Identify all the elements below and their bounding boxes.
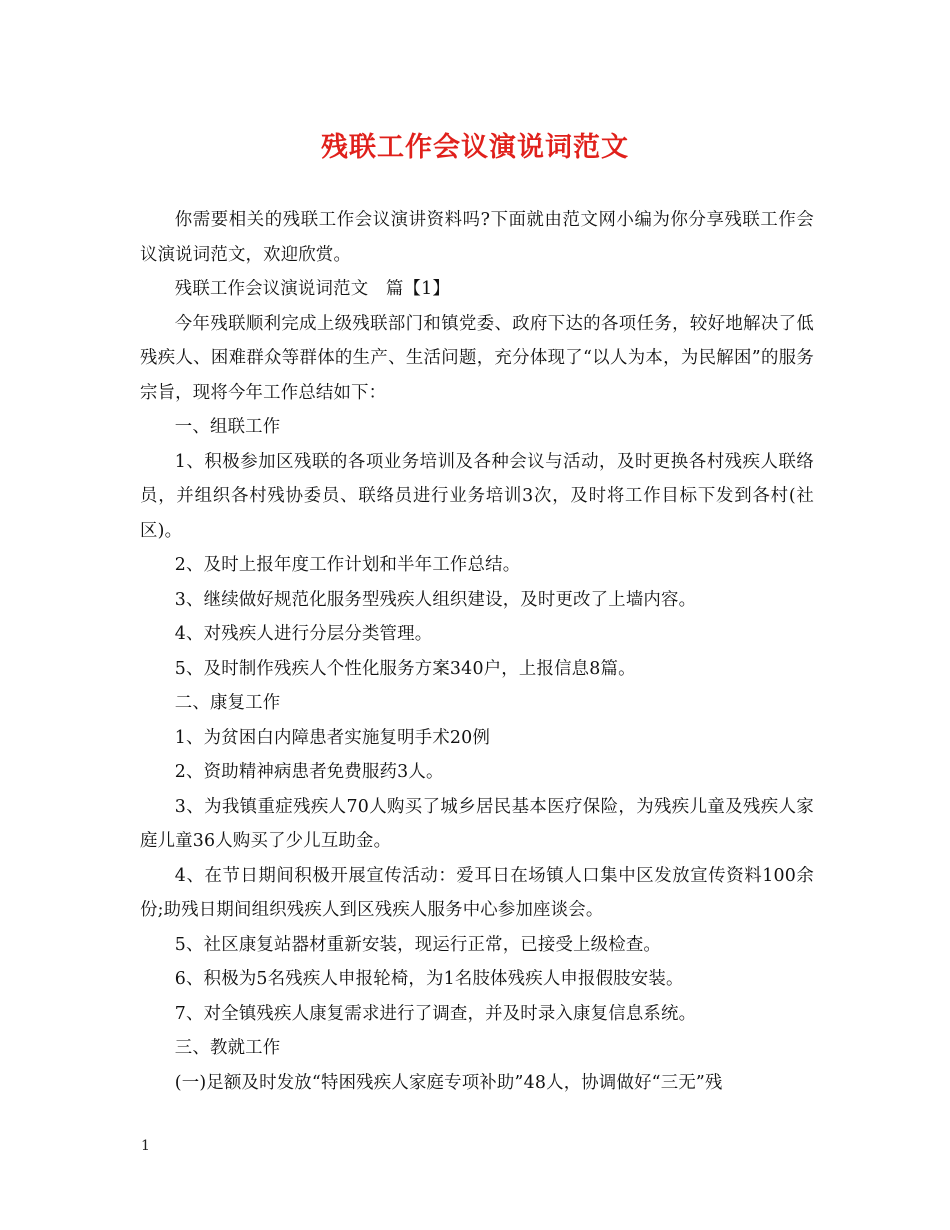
paragraph: 3、继续做好规范化服务型残疾人组织建设，及时更改了上墙内容。 <box>174 589 697 610</box>
section-heading: 三、教就工作 <box>174 1038 281 1058</box>
paragraph: 今年残联顺利完成上级残联部门和镇党委、政府下达的各项任务，较好地解决了低残疾人、困难群众等群体的生产、生活问题，充分体现了“以人为本，为民解困”的服务宗旨，现将今年工作总结如下： <box>140 313 814 403</box>
paragraph: 2、资助精神病患者免费服药3人。 <box>174 762 444 782</box>
paragraph: 7、对全镇残疾人康复需求进行了调查，并及时录入康复信息系统。 <box>174 1003 697 1024</box>
section-heading: 一、组联工作 <box>174 417 281 437</box>
paragraph: 4、在节日期间积极开展宣传活动：爱耳日在场镇人口集中区发放宣传资料100余份;助残日期间组织残疾人到区残疾人服务中心参加座谈会。 <box>140 865 814 920</box>
section-heading: 残联工作会议演说词范文 篇【1】 <box>174 279 450 299</box>
document-body <box>140 203 814 1100</box>
document-title: 残联工作会议演说词范文 <box>321 132 629 163</box>
paragraph: 4、对残疾人进行分层分类管理。 <box>174 624 433 644</box>
paragraph: 2、及时上报年度工作计划和半年工作总结。 <box>174 555 521 575</box>
paragraph: 1、为贫困白内障患者实施复明手术20例 <box>174 727 491 748</box>
paragraph: 6、积极为5名残疾人申报轮椅，为1名肢体残疾人申报假肢安装。 <box>174 969 684 989</box>
page-number: 1 <box>141 1138 150 1154</box>
paragraph: 5、及时制作残疾人个性化服务方案340户，上报信息8篇。 <box>174 658 636 679</box>
paragraph: 5、社区康复站器材重新安装，现运行正常，已接受上级检查。 <box>174 934 662 955</box>
paragraph: (一)足额及时发放“特困残疾人家庭专项补助”48人，协调做好“三无”残 <box>174 1072 723 1093</box>
paragraph: 你需要相关的残联工作会议演讲资料吗?下面就由范文网小编为你分享残联工作会议演说词范文，欢迎欣赏。 <box>140 210 814 265</box>
paragraph: 3、为我镇重症残疾人70人购买了城乡居民基本医疗保险，为残疾儿童及残疾人家庭儿童36人购买了少儿互助金。 <box>140 796 814 851</box>
paragraph: 1、积极参加区残联的各项业务培训及各种会议与活动，及时更换各村残疾人联络员，并组织各村残协委员、联络员进行业务培训3次，及时将工作目标下发到各村(社区)。 <box>140 451 814 541</box>
section-heading: 二、康复工作 <box>174 693 281 713</box>
